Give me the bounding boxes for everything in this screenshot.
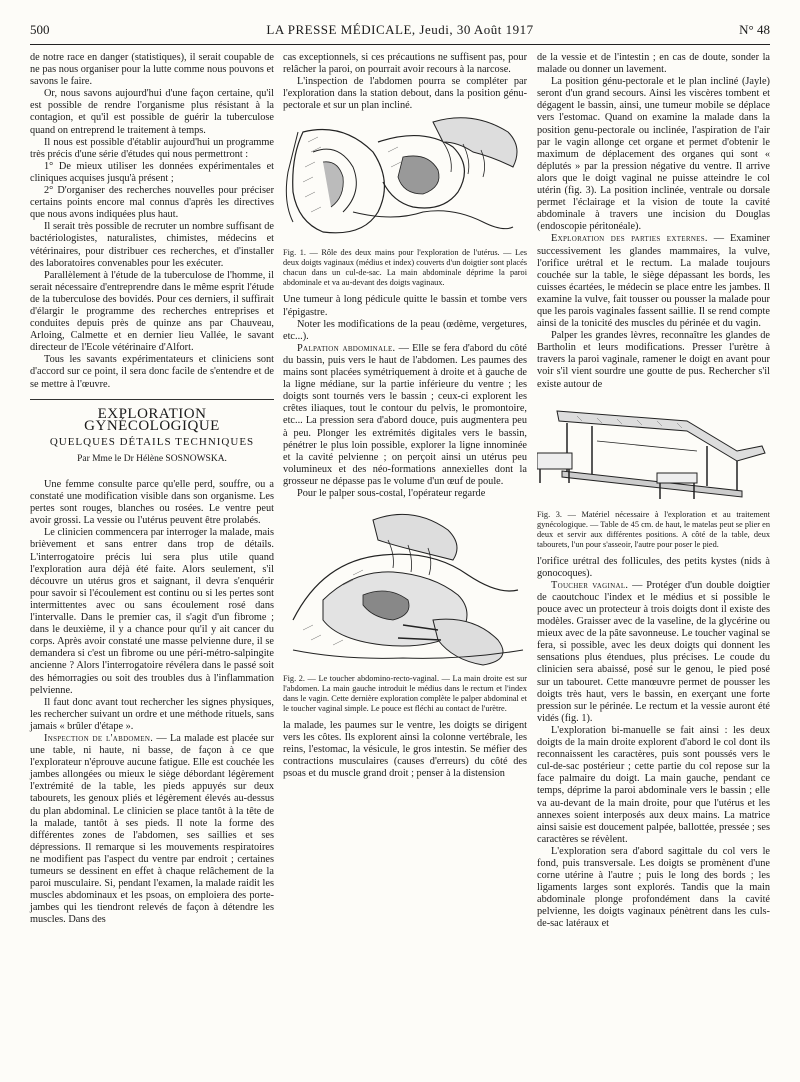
- figure-1-caption: Fig. 1. — Rôle des deux mains pour l'exploration de l'utérus. — Les deux doigts vaginaux (médius et index) couverts d'un doigtier sont placés chacun dans un cul-de-sac. La main abdominale déprime la paroi abdominale et va au-devant des doigts vaginaux.: [283, 248, 527, 288]
- paragraph-text: — Elle se fera d'abord du côté du bassin, puis vers le haut de l'abdomen. Les paumes des mains sont placées symétriquement à droite et à gauche de la ligne médiane, sur la partie inférieure du ventre ; les doigts sont tournés vers le bassin ; ceux-ci explorent les crêtes iliaques, tout le contour du pelvis, le promontoire, etc... La pression sera d'abord douce, puis augmentera peu à peu. Plonger les extrémités digitales vers le bassin, pénétrer le plus loin possible, explorer la ligne innominée et la cavité pelvienne ; on perçoit ainsi un utérus peu volumineux et des néo-formations annexielles dont la grosseur ne dépasse pas le volume d'un œuf de poule.: [283, 342, 528, 487]
- section-heading: Palpation abdominale.: [297, 342, 396, 354]
- paragraph: Une tumeur à long pédicule quitte le bassin et tombe vers l'épigastre.: [283, 294, 527, 318]
- paragraph: Une femme consulte parce qu'elle perd, souffre, ou a constaté une modification visible dans son organisme. Les pertes sont rouges, blanches ou rosées. Le ventre peut avoir grossi. La vessie ou l'utérus peuvent être prolabés.: [30, 479, 274, 527]
- paragraph: Pour le palper sous-costal, l'opérateur regarde: [297, 487, 486, 499]
- running-header: [30, 22, 770, 44]
- paragraph: Tous les savants expérimentateurs et cliniciens sont d'accord sur ce point, il sera donc facile de s'entendre et de se mettre à l'œuvre.: [30, 354, 274, 390]
- paragraph: L'inspection de l'abdomen pourra se compléter par l'exploration dans la station debout, dans la position génu-pectorale et sur un plan incliné.: [283, 76, 527, 112]
- article-author: Par Mme le Dr Hélène SOSNOWSKA.: [77, 453, 227, 464]
- paragraph-text: — La malade est placée sur une table, ni haute, ni basse, de façon à ce que l'explorateur n'éprouve aucune fatigue. Elle est couchée les jambes allongées ou mieux le siège débordant légèrement l'extrémité de la table, les pieds appuyés sur deux tabourets, les genoux pliés et légèrement élevés au-dessus du plan abdominal. Le clinicien se place tantôt à la tête de la malade, tantôt à ses pieds. Il note la forme des différentes zones de l'abdomen, ses saillies et ses dépressions. Il remarque si les mouvements respiratoires ne modifient pas l'aspect du ventre par endroit ; certaines tumeurs se dessinent en effet à chaque relâchement de la paroi musculaire. Si, pendant l'examen, la malade raidit les muscles abdominaux et les psoas, on emploiera des porte-jambes qui les tiendront relevés de façon à détendre les muscles. Dans des: [30, 732, 274, 926]
- paragraph: Il faut donc avant tout rechercher les signes physiques, les rechercher suivant un ordre et une méthode rituels, sans jamais « brûler d'étape ».: [30, 696, 274, 732]
- figure-1-illustration: [283, 112, 527, 244]
- paragraph: 1° De mieux utiliser les données expérimentales et cliniques acquises jusqu'à présent ;: [30, 160, 274, 184]
- paragraph: Noter les modifications de la peau (œdème, vergetures, etc...).: [283, 318, 527, 342]
- column-3: [537, 52, 770, 931]
- paragraph: [283, 343, 527, 488]
- column-2: [283, 52, 527, 781]
- figure-2-caption: Fig. 2. — Le toucher abdomino-recto-vaginal. — La main droite est sur l'abdomen. La main gauche introduit le médius dans le rectum et l'index dans le vagin. Cette dernière exploration complète le palper abdominal et le toucher vaginal simple. Le pouce est fléchi au contact de l'urètre.: [283, 674, 527, 714]
- paragraph: La position génu-pectorale et le plan incliné (Jayle) seront d'un grand secours. Ainsi les viscères tombent et dégagent le bassin, ainsi, une tumeur mobile se déplace vers l'estomac. Quand on examine la malade dans la position genu-pectorale ou inclinée, l'aspiration de l'air par le vagin allonge cet organe et permet d'obtenir le maximum de déplacement des organes qui sont « déplutés » par la pression négative du ventre. Il arrive alors que le doigt vaginal ne puisse atteindre le col utérin (fig. 3). La position inclinée, ventrale ou dorsale permet l'éclairage et la vision de toute la cavité abdominale à travers une incision du Douglas (endoscopie péritonéale).: [537, 76, 770, 233]
- article-subtitle: QUELQUES DÉTAILS TECHNIQUES: [49, 435, 255, 448]
- paragraph: Parallèlement à l'étude de la tuberculose de l'homme, il serait nécessaire d'entreprendre dans le même esprit l'étude de la tuberculose des bovidés. Pour ces derniers, il suffirait d'élargir le programme des recherches entreprises et conduites depuis près de quinze ans par Chauveau, Arloing, Calmette et en dernier lieu Vallée, le savant directeur de l'Ecole vétérinaire d'Alfort.: [30, 269, 274, 354]
- journal-name: LA PRESSE MÉDICALE,: [266, 22, 416, 37]
- section-heading: Exploration des parties externes.: [551, 233, 708, 245]
- paragraph: L'exploration sera d'abord sagittale du col vers le fond, puis transversale. Les doigts se promènent d'une corne utérine à l'autre ; puis le long des bords ; les ligaments larges sont explorés. Tandis que la main abdominale plonge profondément dans la cavité pelvienne, les doigts vaginaux pénètrent dans les culs-de-sac latéraux et: [537, 845, 770, 930]
- paragraph-text: — Protéger d'un double doigtier de caoutchouc l'index et le médius et si possible le pouce avec un protecteur à trois doigts dont il existe des modèles. Graisser avec de la vaseline, de la glycérine ou mieux avec de la pâte savonneuse. Le toucher vaginal se fera, si possible, avec les deux doigts qui donnent les sensations plus étendues, plus précises. Le coude du clinicien sera abaissé, posé sur le genou, le pied posé sur un tabouret. Cette manœuvre permet de pousser les doigts très haut, vers le bassin, en exerçant une forte pression sur le périnée. Le rectum et la vessie auront été vidés (fig. 1).: [537, 579, 770, 724]
- paragraph: [30, 733, 274, 927]
- section-heading: Inspection de l'abdomen.: [44, 732, 154, 744]
- page-number: 500: [30, 22, 50, 37]
- paragraph: cas exceptionnels, si ces précautions ne suffisent pas, pour relâcher la paroi, on pourrait avoir recours à la narcose.: [283, 52, 527, 76]
- section-heading: Toucher vaginal.: [551, 579, 629, 591]
- paragraph: Palper les grandes lèvres, reconnaître les glandes de Bartholin et leurs modifications. Presser l'urètre à travers la paroi vaginale, ramener le doigt en avant pour voir s'il vient sourdre une goutte de pus. Rechercher s'il existe autour de: [537, 330, 770, 390]
- paragraph: [537, 580, 770, 725]
- journal-title: [30, 22, 770, 38]
- figure-3-illustration: [537, 391, 770, 506]
- header-rule: [30, 44, 770, 45]
- paragraph: Or, nous savons aujourd'hui d'une façon certaine, qu'il est possible de rendre l'organisme plus résistant à la contagion, et qu'il est possible de guérir la tuberculose quand on entreprend le traitement à temps.: [30, 88, 274, 136]
- article-title: EXPLORATION GYNÉCOLOGIQUE: [84, 405, 220, 434]
- figure-3-caption: Fig. 3. — Matériel nécessaire à l'exploration et au traitement gynécologique. — Table de 45 cm. de haut, le matelas peut se plier en deux et servir aux différentes positions. A côté de la table, deux tabourets, l'un pour s'asseoir, l'autre pour poser le pied.: [537, 509, 770, 549]
- paragraph: de notre race en danger (statistiques), il serait coupable de ne pas nous organiser pour la lutte comme nous pouvons et savons le faire.: [30, 52, 274, 88]
- paragraph: Il serait très possible de recruter un nombre suffisant de bactériologistes, naturalistes, chimistes, médecins et vétérinaires, pour distribuer ces recherches, et d'installer des laboratoires convenables pour les exécuter.: [30, 221, 274, 269]
- paragraph: la malade, les paumes sur le ventre, les doigts se dirigent vers les côtes. Ils explorent ainsi la colonne vertébrale, les reins, l'estomac, la vésicule, le gros intestin. Se méfier des contractions musculaires (causes d'erreurs) du côté des psoas et du muscle grand droit ; penser à la distension: [283, 720, 527, 780]
- section-divider: [30, 399, 274, 400]
- issue-date: Jeudi, 30 Août 1917: [419, 22, 534, 37]
- paragraph-text: — Examiner successivement les glandes mammaires, la vulve, l'orifice urétral et le rectum. La malade toujours couchée sur la table, le siège dépassant les bords, les cuisses écartées, le médecin se place entre les jambes. Il examine la vulve, fait tousser ou pousser la malade pour que les parois vaginales fassent saillie. Il se rend compte ainsi de la tonicité des muscles du périnée et du vagin.: [537, 233, 770, 330]
- paragraph: l'orifice urétral des follicules, des petits kystes (nids à gonocoques).: [537, 555, 770, 579]
- paragraph: de la vessie et de l'intestin ; en cas de doute, sonder la malade ou donner un lavement.: [537, 52, 770, 76]
- figure-2-illustration: [283, 500, 527, 670]
- paragraph: 2° D'organiser des recherches nouvelles pour préciser certains points encore mal connus d'après les directives que nous avons indiquées plus haut.: [30, 185, 274, 221]
- issue-number: N° 48: [739, 22, 770, 37]
- paragraph: L'exploration bi-manuelle se fait ainsi : les deux doigts de la main droite explorent d'abord le col dont ils reconnaissent les caractères, puis sont poussés vers le cul-de-sac postérieur ; cette partie du col repose sur la face palmaire du doigt. La main gauche, pendant ce temps, déprime la paroi abdominale vers le bassin ; elle va au-devant de la main droite, pour que l'utérus et les annexes soient interposés aux deux mains. La matrice ainsi saisie est doucement palpée, ballottée, pressée ; ses caractères se révèlent.: [537, 724, 770, 845]
- column-1: [30, 52, 274, 926]
- paragraph: Le clinicien commencera par interroger la malade, mais brièvement et sans entrer dans trop de détails. L'interrogatoire précis lui sera plus utile quand l'exploration aura déjà été faite. Alors seulement, s'il découvre un utérus gros et saignant, il devra s'enquérir pour savoir si l'écoulement est continu ou si les pertes sont intermittentes avec ou sans écoulement rosé dans l'intervalle. Dans le premier cas, il s'agit d'un fibrome ; dans le deuxième, il y a chance pour qu'il y ait cancer du corps. Après avoir constaté une masse pelvienne dure, il se demandera si c'est un fibrome ou une péri-métro-salpingite ancienne ? Alors l'interrogatoire révélera dans le passé soit des hémorragies ou soit des troubles dus à l'inflammation pelvienne.: [30, 527, 274, 696]
- paragraph: [537, 233, 770, 330]
- paragraph: Il nous est possible d'établir aujourd'hui un programme très précis d'une série d'études qui nous permettront :: [30, 136, 274, 160]
